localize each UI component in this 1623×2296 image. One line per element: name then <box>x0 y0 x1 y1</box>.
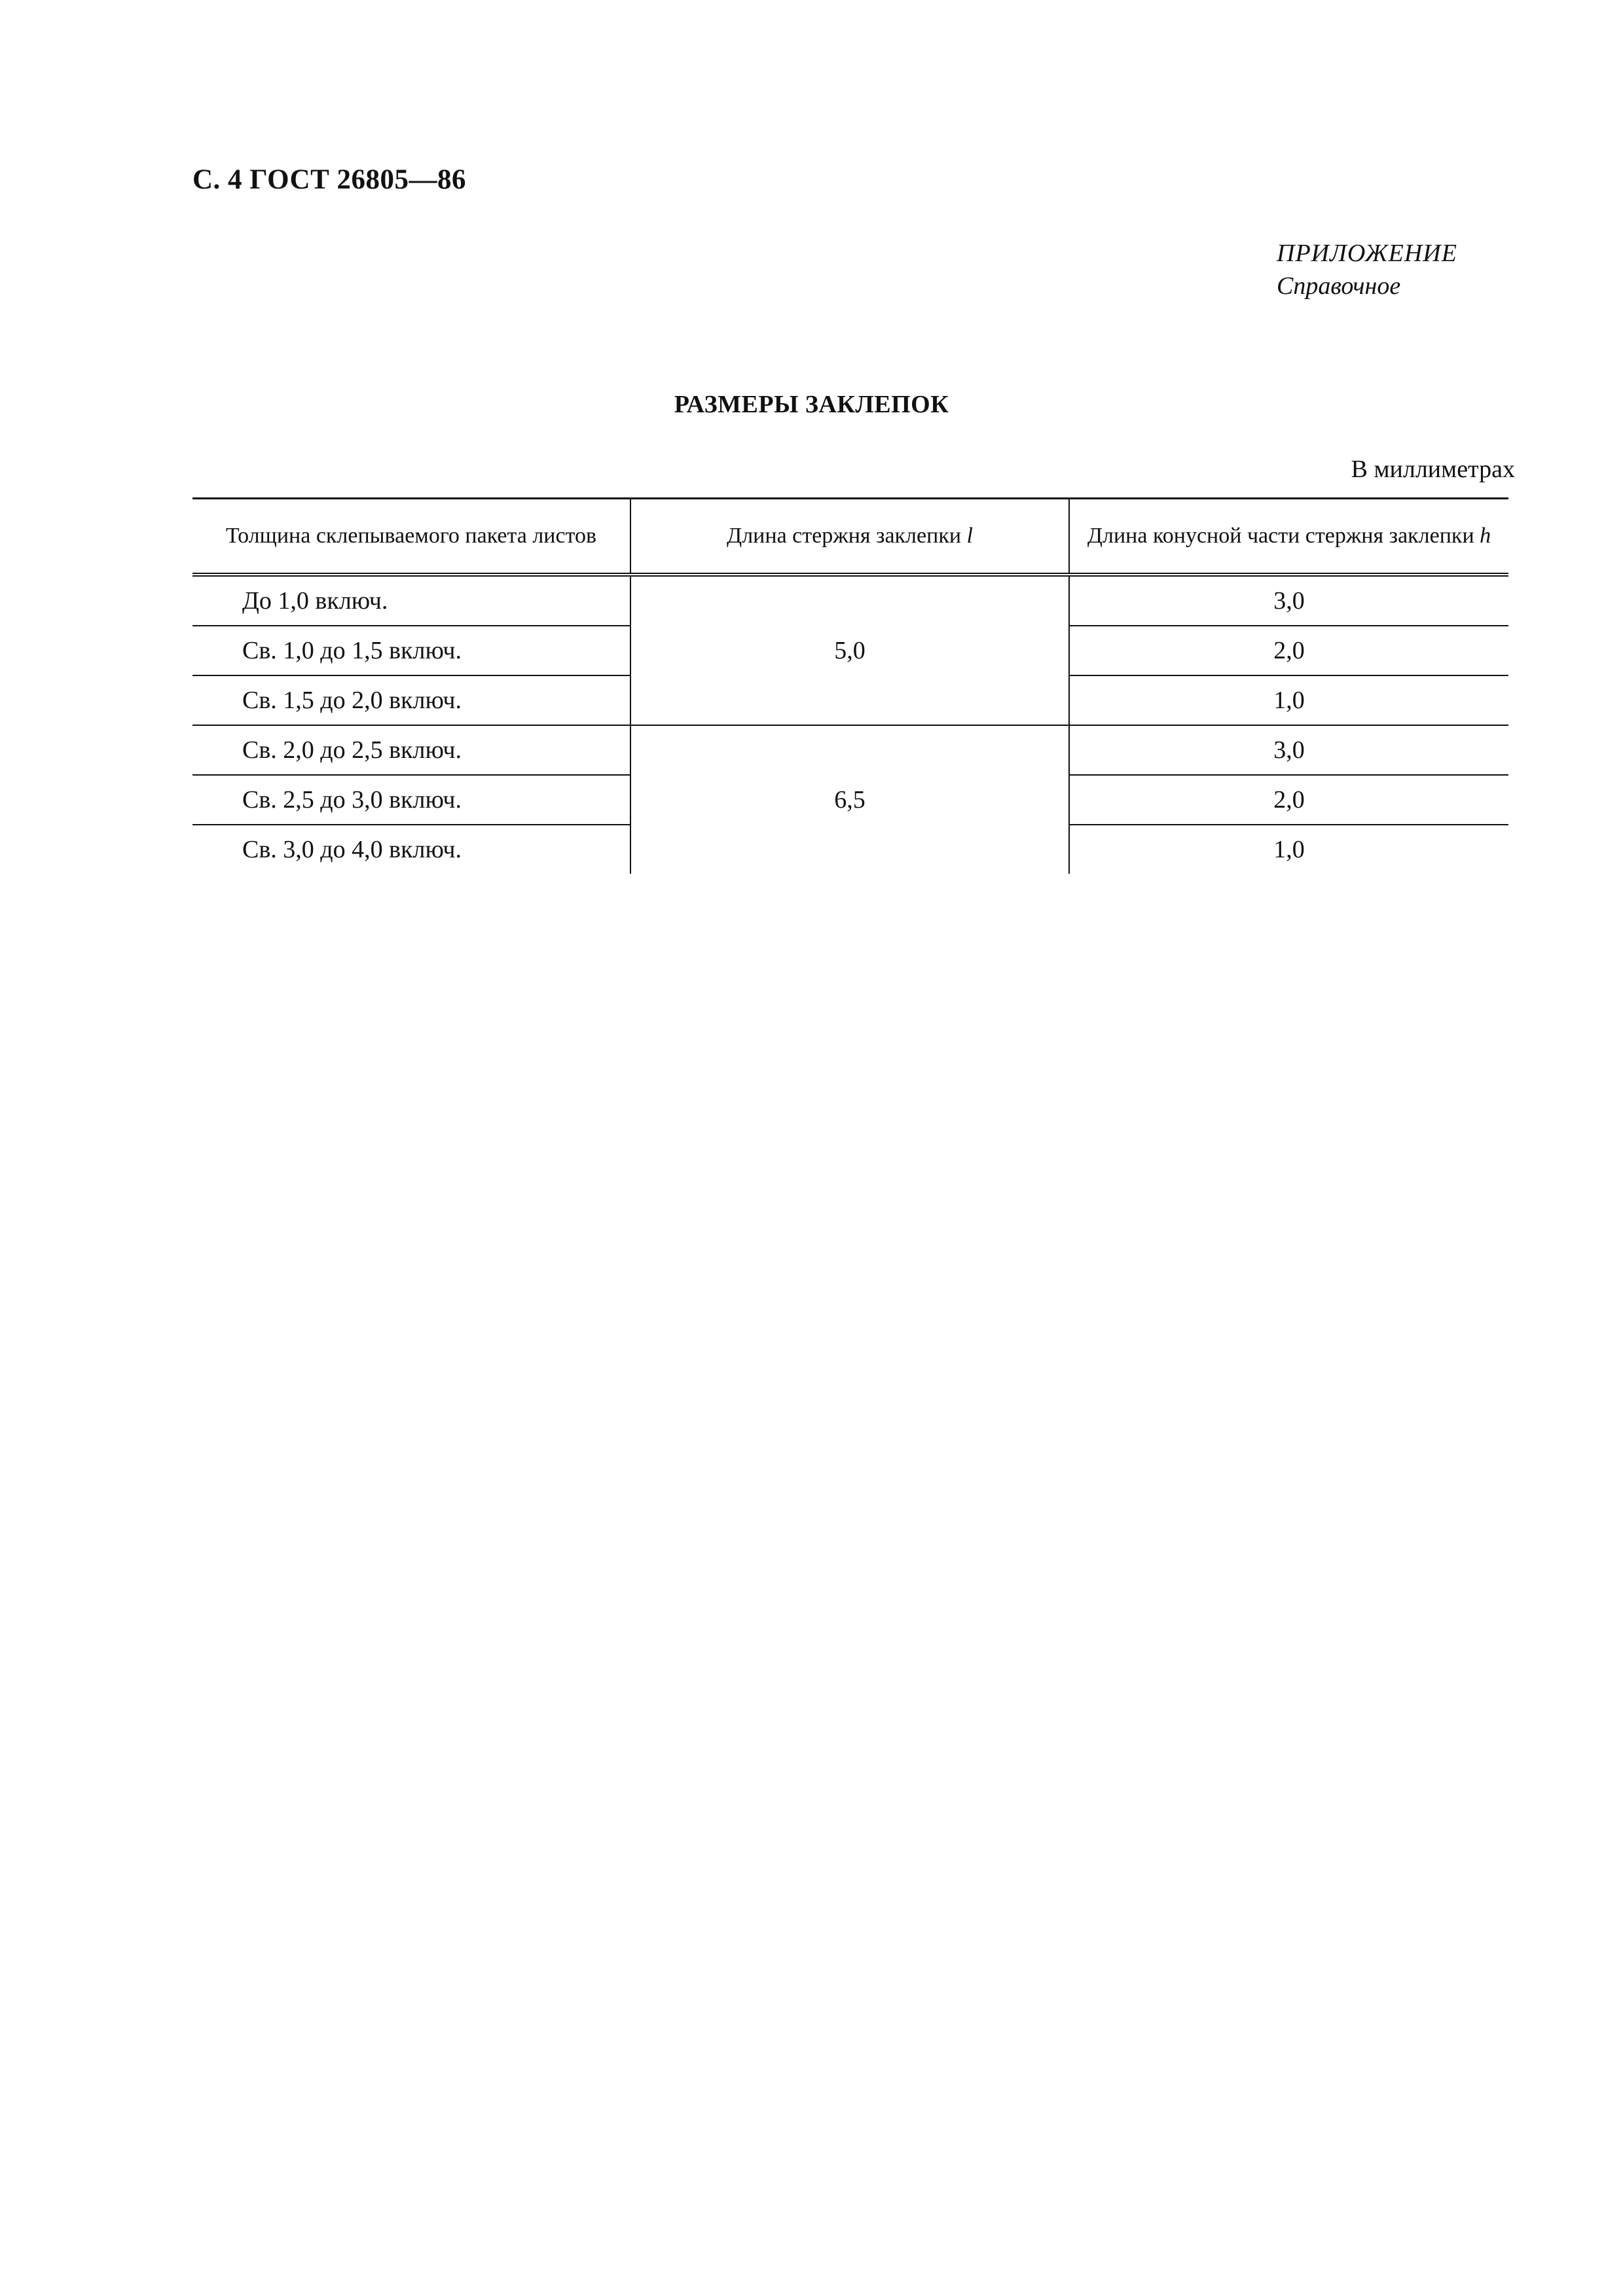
thickness-cell: Св. 1,0 до 1,5 включ. <box>192 626 630 675</box>
rod-length-cell: 5,0 <box>630 575 1069 725</box>
table-row <box>192 575 1508 626</box>
header-thickness: Толщина склепываемого пакета листов <box>192 499 630 575</box>
appendix-subtitle: Справочное <box>1277 272 1401 300</box>
thickness-cell: Св. 2,5 до 3,0 включ. <box>192 775 630 825</box>
header-cone-length-text: Длина конусной части стержня заклепки <box>1087 524 1480 548</box>
header-cone-length-symbol: h <box>1480 524 1491 548</box>
thickness-cell: До 1,0 включ. <box>192 575 630 626</box>
table-row <box>192 725 1508 775</box>
appendix-title: ПРИЛОЖЕНИЕ <box>1277 240 1457 267</box>
appendix-label <box>1277 237 1457 302</box>
header-rod-length-symbol: l <box>966 524 973 548</box>
rivet-dimensions-table <box>192 497 1508 874</box>
cone-length-cell: 3,0 <box>1069 725 1508 775</box>
rod-length-cell: 6,5 <box>630 725 1069 874</box>
table-header-row <box>192 499 1508 575</box>
units-note: В миллиметрах <box>1351 456 1515 483</box>
header-cone-length <box>1069 499 1508 575</box>
header-rod-length-text: Длина стержня заклепки <box>727 524 967 548</box>
cone-length-cell: 2,0 <box>1069 626 1508 675</box>
table-title: РАЗМЕРЫ ЗАКЛЕПОК <box>674 391 949 418</box>
thickness-cell: Св. 2,0 до 2,5 включ. <box>192 725 630 775</box>
thickness-cell: Св. 1,5 до 2,0 включ. <box>192 675 630 725</box>
cone-length-cell: 1,0 <box>1069 675 1508 725</box>
cone-length-cell: 1,0 <box>1069 825 1508 874</box>
cone-length-cell: 2,0 <box>1069 775 1508 825</box>
cone-length-cell: 3,0 <box>1069 575 1508 626</box>
thickness-cell: Св. 3,0 до 4,0 включ. <box>242 836 462 863</box>
page-header: С. 4 ГОСТ 26805—86 <box>192 164 467 195</box>
header-rod-length <box>630 499 1069 575</box>
